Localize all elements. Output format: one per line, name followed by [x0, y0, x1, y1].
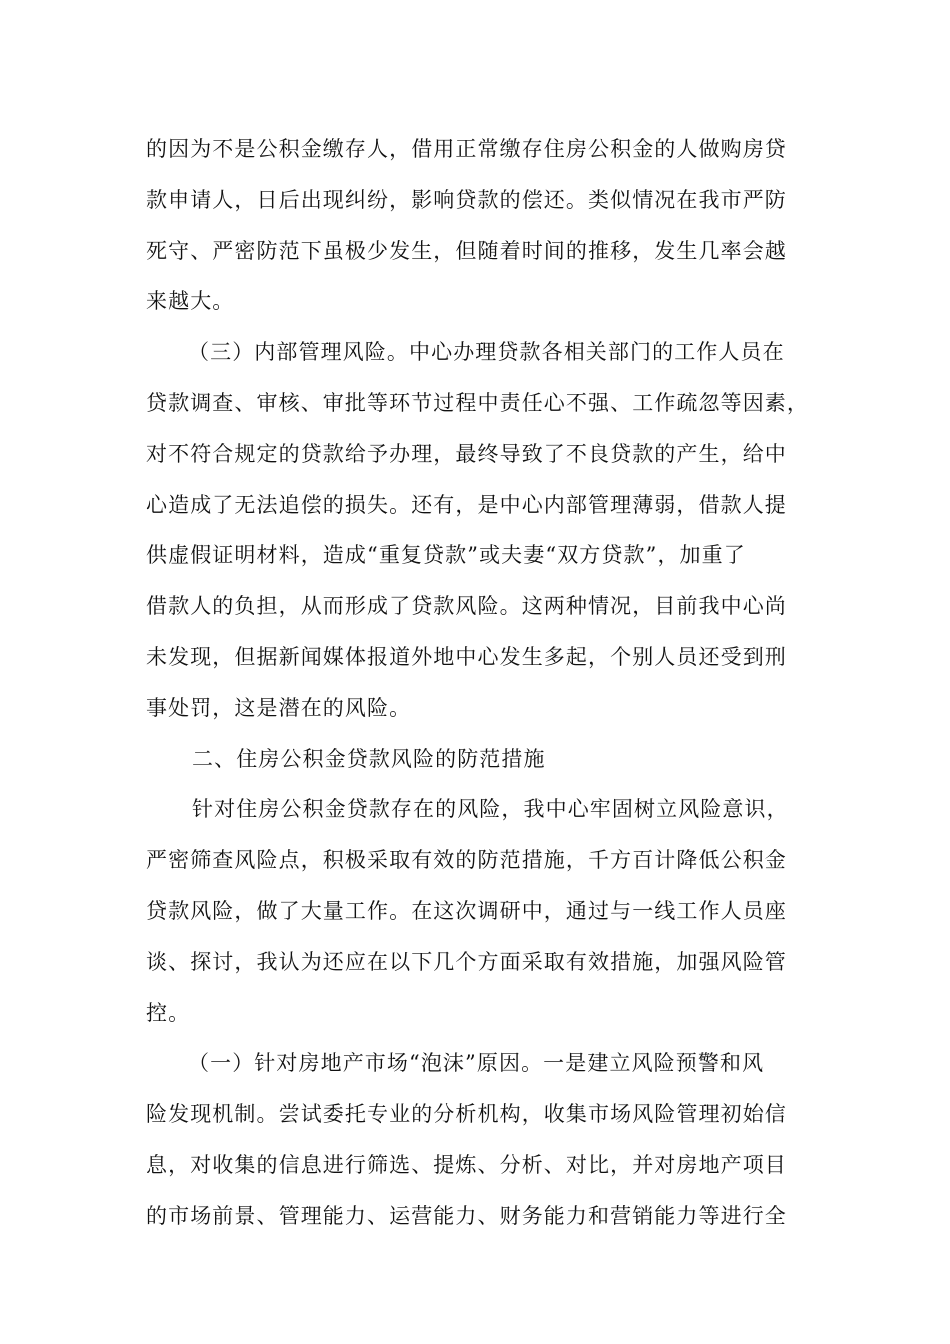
text-line: 险发现机制。尝试委托专业的分析机构，收集市场风险管理初始信	[146, 1102, 787, 1127]
text-line: 的市场前景、管理能力、运营能力、财务能力和营销能力等进行全	[146, 1203, 787, 1228]
subsection-1-heading-line: （一）针对房地产市场“泡沫”原因。一是建立风险预警和风	[188, 1051, 765, 1076]
text-line: 严密筛查风险点，积极采取有效的防范措施，千方百计降低公积金	[146, 848, 787, 873]
text-line: 的因为不是公积金缴存人，借用正常缴存住房公积金的人做购房贷	[146, 137, 787, 161]
text-line: 借款人的负担，从而形成了贷款风险。这两种情况，目前我中心尚	[146, 594, 787, 619]
text-line: 死守、严密防范下虽极少发生，但随着时间的推移，发生几率会越	[146, 238, 787, 263]
section-3-heading-line: （三）内部管理风险。中心办理贷款各相关部门的工作人员在	[188, 340, 785, 365]
body-text	[146, 124, 809, 1242]
text-line: 对不符合规定的贷款给予办理，最终导致了不良贷款的产生，给中	[146, 441, 787, 466]
text-line: 贷款调查、审核、审批等环节过程中责任心不强、工作疏忽等因素，	[146, 390, 809, 415]
text-line: 供虚假证明材料，造成“重复贷款”或夫妻“双方贷款”，加重了	[146, 543, 746, 568]
text-line: 事处罚，这是潜在的风险。	[146, 695, 412, 720]
text-line: 心造成了无法追偿的损失。还有，是中心内部管理薄弱，借款人提	[146, 492, 787, 517]
paragraph-start-line: 针对住房公积金贷款存在的风险，我中心牢固树立风险意识，	[192, 797, 789, 822]
text-line: 息，对收集的信息进行筛选、提炼、分析、对比，并对房地产项目	[146, 1152, 787, 1177]
text-line: 款申请人，日后出现纠纷，影响贷款的偿还。类似情况在我市严防	[146, 187, 787, 212]
text-line: 贷款风险，做了大量工作。在这次调研中，通过与一线工作人员座	[146, 898, 787, 923]
text-line: 来越大。	[146, 289, 235, 314]
section-heading: 二、住房公积金贷款风险的防范措施	[192, 746, 546, 771]
text-line: 未发现，但据新闻媒体报道外地中心发生多起，个别人员还受到刑	[146, 644, 787, 669]
text-line: 控。	[146, 1000, 191, 1025]
text-line: 谈、探讨，我认为还应在以下几个方面采取有效措施，加强风险管	[146, 949, 787, 974]
